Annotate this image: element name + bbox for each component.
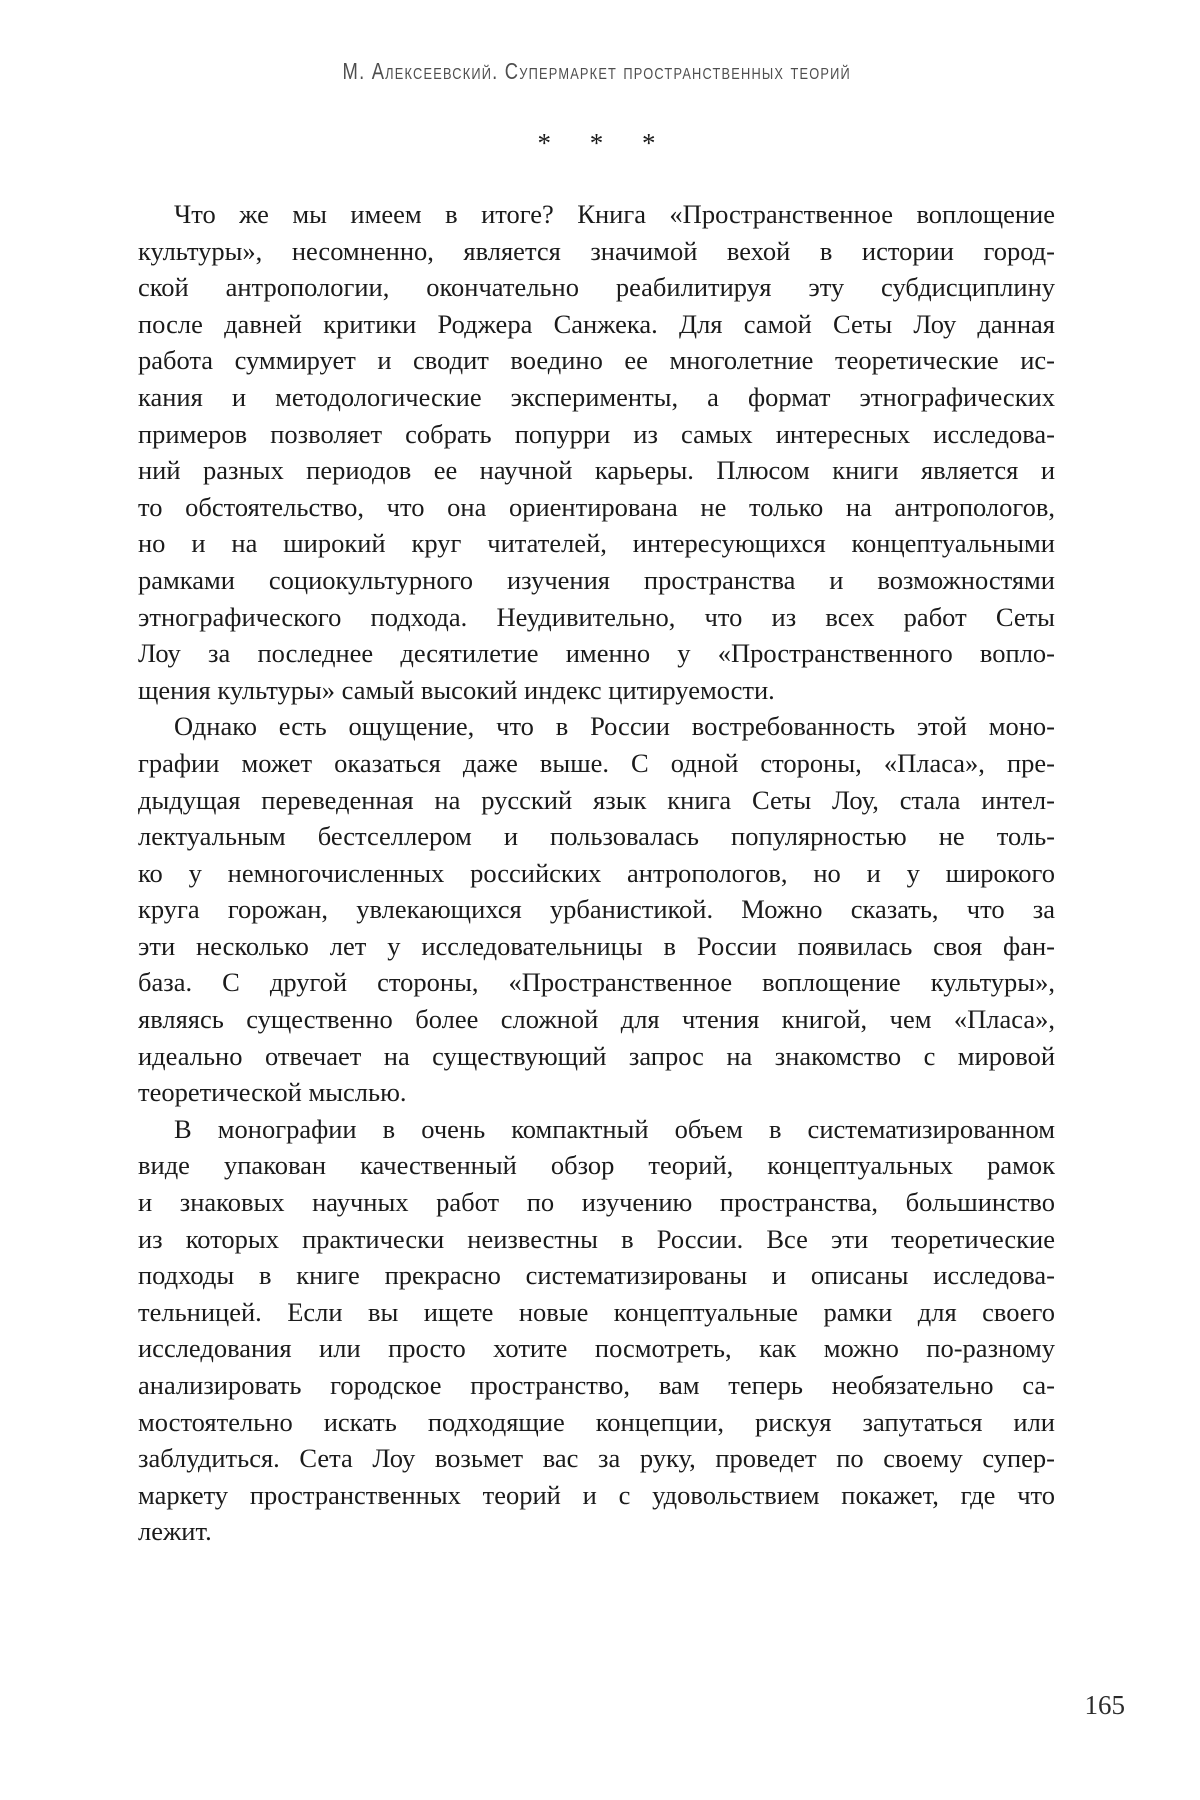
text-line: графии может оказаться даже выше. С одной стороны, «Пласа», пре- xyxy=(138,747,1055,778)
text-line: то обстоятельство, что она ориентирована не только на антропологов, xyxy=(138,491,1055,522)
page-number: 165 xyxy=(1084,1690,1125,1720)
text-line: но и на широкий круг читателей, интересующихся концептуальными xyxy=(138,528,1055,559)
text-line: база. С другой стороны, «Пространственное воплощение культуры», xyxy=(138,967,1055,998)
text-line: рамками социокультурного изучения пространства и возможностями xyxy=(138,564,1055,595)
text-line: В монографии в очень компактный объем в систематизированном xyxy=(174,1113,1055,1144)
text-line: кания и методологические эксперименты, а формат этнографических xyxy=(138,381,1055,412)
text-line: из которых практически неизвестны в России. Все эти теоретические xyxy=(138,1223,1055,1254)
text-line: Однако есть ощущение, что в России востребованность этой моно- xyxy=(174,711,1055,742)
text-line: тельницей. Если вы ищете новые концептуальные рамки для своего xyxy=(138,1296,1055,1327)
text-line: Что же мы имеем в итоге? Книга «Пространственное воплощение xyxy=(174,199,1055,229)
text-line: анализировать городское пространство, вам теперь необязательно са- xyxy=(138,1370,1055,1400)
text-line: культуры», несомненно, является значимой вехой в истории город- xyxy=(138,235,1055,266)
paragraph xyxy=(138,1111,1055,1550)
text-line: виде упакован качественный обзор теорий, концептуальных рамок xyxy=(138,1150,1055,1181)
text-line: исследования или просто хотите посмотреть, как можно по-разному xyxy=(138,1333,1055,1364)
paragraph xyxy=(138,196,1055,708)
text-column xyxy=(138,128,1055,1550)
text-line: ний разных периодов ее научной карьеры. Плюсом книги является и xyxy=(138,455,1055,486)
text-line: дыдущая переведенная на русский язык книга Сеты Лоу, стала интел- xyxy=(138,784,1055,815)
paragraph xyxy=(138,708,1055,1111)
running-header-text: М. Алексеевский. Супермаркет пространственных теорий xyxy=(342,58,851,84)
body-text xyxy=(138,196,1055,1550)
text-line: лектуальным бестселлером и пользовалась популярностью не толь- xyxy=(138,821,1055,852)
text-line: мостоятельно искать подходящие концепции, рискуя запутаться или xyxy=(138,1406,1055,1437)
text-line: круга горожан, увлекающихся урбанистикой. Можно сказать, что за xyxy=(138,894,1055,925)
section-break-asterisks: * * * xyxy=(537,128,656,158)
text-line: являясь существенно более сложной для чтения книгой, чем «Пласа», xyxy=(138,1004,1055,1035)
text-line: этнографического подхода. Неудивительно, что из всех работ Сеты xyxy=(138,601,1055,632)
text-line: работа суммирует и сводит воедино ее многолетние теоретические ис- xyxy=(138,345,1055,376)
text-line: ской антропологии, окончательно реабилитируя эту субдисциплину xyxy=(138,272,1055,303)
text-line: и знаковых научных работ по изучению пространства, большинство xyxy=(138,1187,1055,1218)
running-header xyxy=(138,58,1055,85)
text-line: лежит. xyxy=(138,1516,212,1547)
text-line: маркету пространственных теорий и с удовольствием покажет, где что xyxy=(138,1479,1055,1510)
text-line: щения культуры» самый высокий индекс цитируемости. xyxy=(138,674,775,705)
text-line: подходы в книге прекрасно систематизированы и описаны исследова- xyxy=(138,1260,1055,1291)
text-line: идеально отвечает на существующий запрос на знакомство с мировой xyxy=(138,1040,1055,1071)
text-line: ко у немногочисленных российских антропологов, но и у широкого xyxy=(138,857,1055,888)
text-line: Лоу за последнее десятилетие именно у «Пространственного вопло- xyxy=(138,638,1055,669)
text-line: теоретической мыслью. xyxy=(138,1077,407,1108)
text-line: после давней критики Роджера Санжека. Для самой Сеты Лоу данная xyxy=(138,308,1055,339)
text-line: заблудиться. Сета Лоу возьмет вас за руку, проведет по своему супер- xyxy=(138,1443,1055,1474)
text-line: примеров позволяет собрать попурри из самых интересных исследова- xyxy=(138,418,1055,449)
text-line: эти несколько лет у исследовательницы в России появилась своя фан- xyxy=(138,930,1055,961)
